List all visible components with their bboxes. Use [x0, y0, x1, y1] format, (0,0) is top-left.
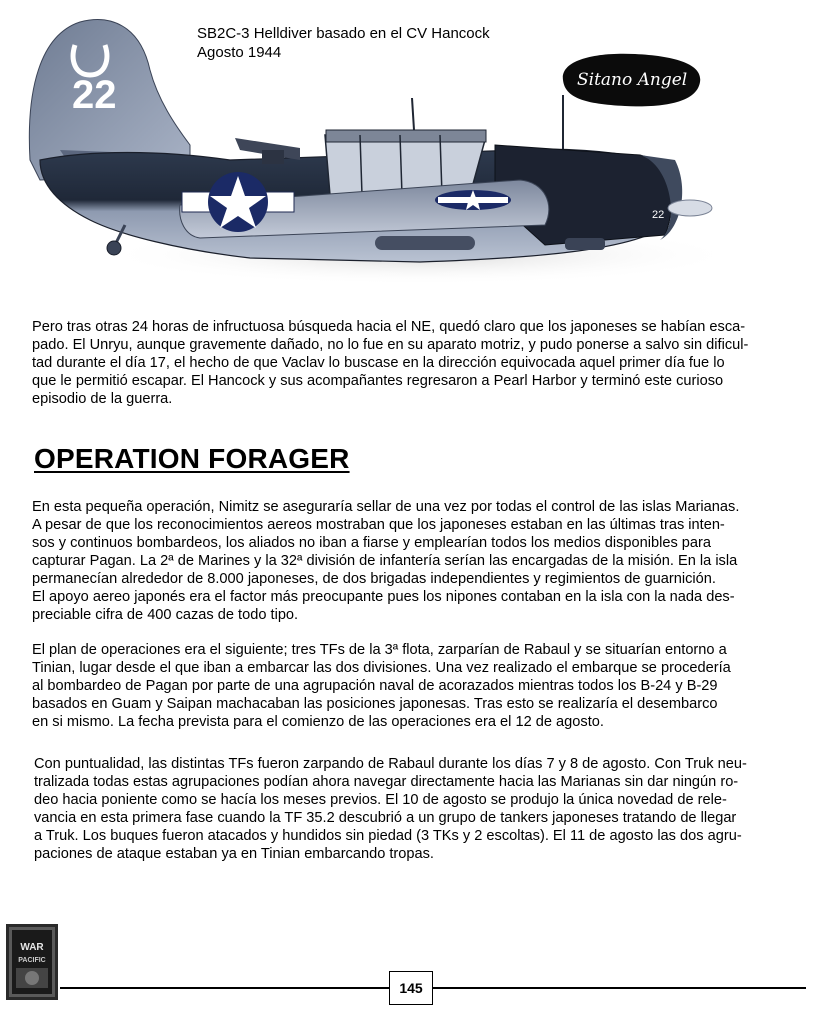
text-line: permanecían alrededor de 8.000 japoneses, de dos brigadas independientes y regimientos de guarnición.	[32, 571, 716, 587]
page-number	[389, 971, 433, 1005]
text-line: paciones de ataque estaban ya en Tinian embarcando tropas.	[34, 846, 434, 862]
svg-text:Sitano Angel: Sitano Angel	[577, 70, 688, 90]
text-line: en si mismo. La fecha prevista para el comienzo de las operaciones era el 12 de agosto.	[32, 714, 604, 730]
text-line: tralizada todas estas agrupaciones podían ahora navegar directamente hacia las Marianas sin dar ningún ro-	[34, 774, 739, 790]
text-line: deo hacia poniente como se hacía los meses previos. El 10 de agosto se produjo la única novedad de rele-	[34, 792, 727, 808]
footer-rule-right	[432, 987, 806, 989]
footer-rule-left	[60, 987, 389, 989]
tail-number: 22	[72, 73, 117, 117]
page-number-label: 145	[399, 980, 423, 996]
section-heading: OPERATION FORAGER	[34, 443, 350, 474]
text-line: capturar Pagan. La 2ª de Marines y la 32ª división de infantería serían las encargadas de la misión. En la isla	[32, 553, 738, 569]
text-line: a Truk. Los buques fueron atacados y hundidos sin piedad (3 TKs y 2 escoltas). El 11 de agosto las dos agru-	[34, 828, 742, 844]
book-cover-logo	[6, 924, 58, 1000]
caption-line: SB2C-3 Helldiver basado en el CV Hancock	[197, 25, 490, 42]
text-line: pado. El Unryu, aunque gravemente dañado, no lo fue en su aparato motriz, y pudo ponerse a salvo sin dificul-	[32, 337, 749, 353]
paragraph-departure	[34, 755, 747, 863]
paragraph-escape	[32, 318, 748, 408]
text-line: tad durante el día 17, el hecho de que Vaclav lo buscase en la dirección equivocada aquel primer día fue lo	[32, 355, 725, 371]
text-line: preciable cifra de 400 cazas de todo tipo.	[32, 607, 299, 623]
text-line: al bombardeo de Pagan por parte de una agrupación naval de acorazados mientras todos los B-24 y B-29	[32, 678, 718, 694]
text-line: vancia en esta primera fase cuando la TF 35.2 descubrió a un grupo de tankers japoneses tratando de llegar	[34, 810, 737, 826]
text-line: episodio de la guerra.	[32, 391, 173, 407]
text-line: En esta pequeña operación, Nimitz se aseguraría sellar de una vez por todas el control de las islas Marianas.	[32, 499, 740, 515]
text-line: El plan de operaciones era el siguiente; tres TFs de la 3ª flota, zarparían de Rabaul y se situarían entorno a	[32, 642, 727, 658]
svg-text:WAR: WAR	[20, 942, 44, 953]
text-line: que le permitió escapar. El Hancock y sus acompañantes regresaron a Pearl Harbor y terminó este curioso	[32, 373, 724, 389]
text-line: basados en Guam y Saipan machacaban las posiciones japonesas. Tras esto se realizaría el desembarco	[32, 696, 718, 712]
text-line: Con puntualidad, las distintas TFs fueron zarpando de Rabaul durante los días 7 y 8 de agosto. Con Truk neu-	[34, 756, 747, 772]
paragraph-operation-intro	[32, 498, 739, 624]
caption-line: Agosto 1944	[197, 44, 282, 61]
artist-signature	[555, 50, 705, 110]
figure-caption	[197, 24, 490, 62]
text-line: A pesar de que los reconocimientos aereos mostraban que los japoneses estaban en las últimas tras inten-	[32, 517, 725, 533]
text-line: sos y continuos bombardeos, los aliados no iban a fiarse y emplearían todos los medios disponibles para	[32, 535, 712, 551]
svg-text:PACIFIC: PACIFIC	[18, 957, 46, 964]
text-line: Tinian, lugar desde el que iban a embarcar las dos divisiones. Una vez realizado el embarque se procedería	[32, 660, 731, 676]
cowl-number: 22	[652, 209, 665, 221]
paragraph-operation-plan	[32, 641, 731, 731]
text-line: El apoyo aereo japonés era el factor más preocupante pues los nipones contaban en la isla con la nada des-	[32, 589, 735, 605]
text-line: Pero tras otras 24 horas de infructuosa búsqueda hacia el NE, quedó claro que los japoneses se habían esca-	[32, 319, 746, 335]
